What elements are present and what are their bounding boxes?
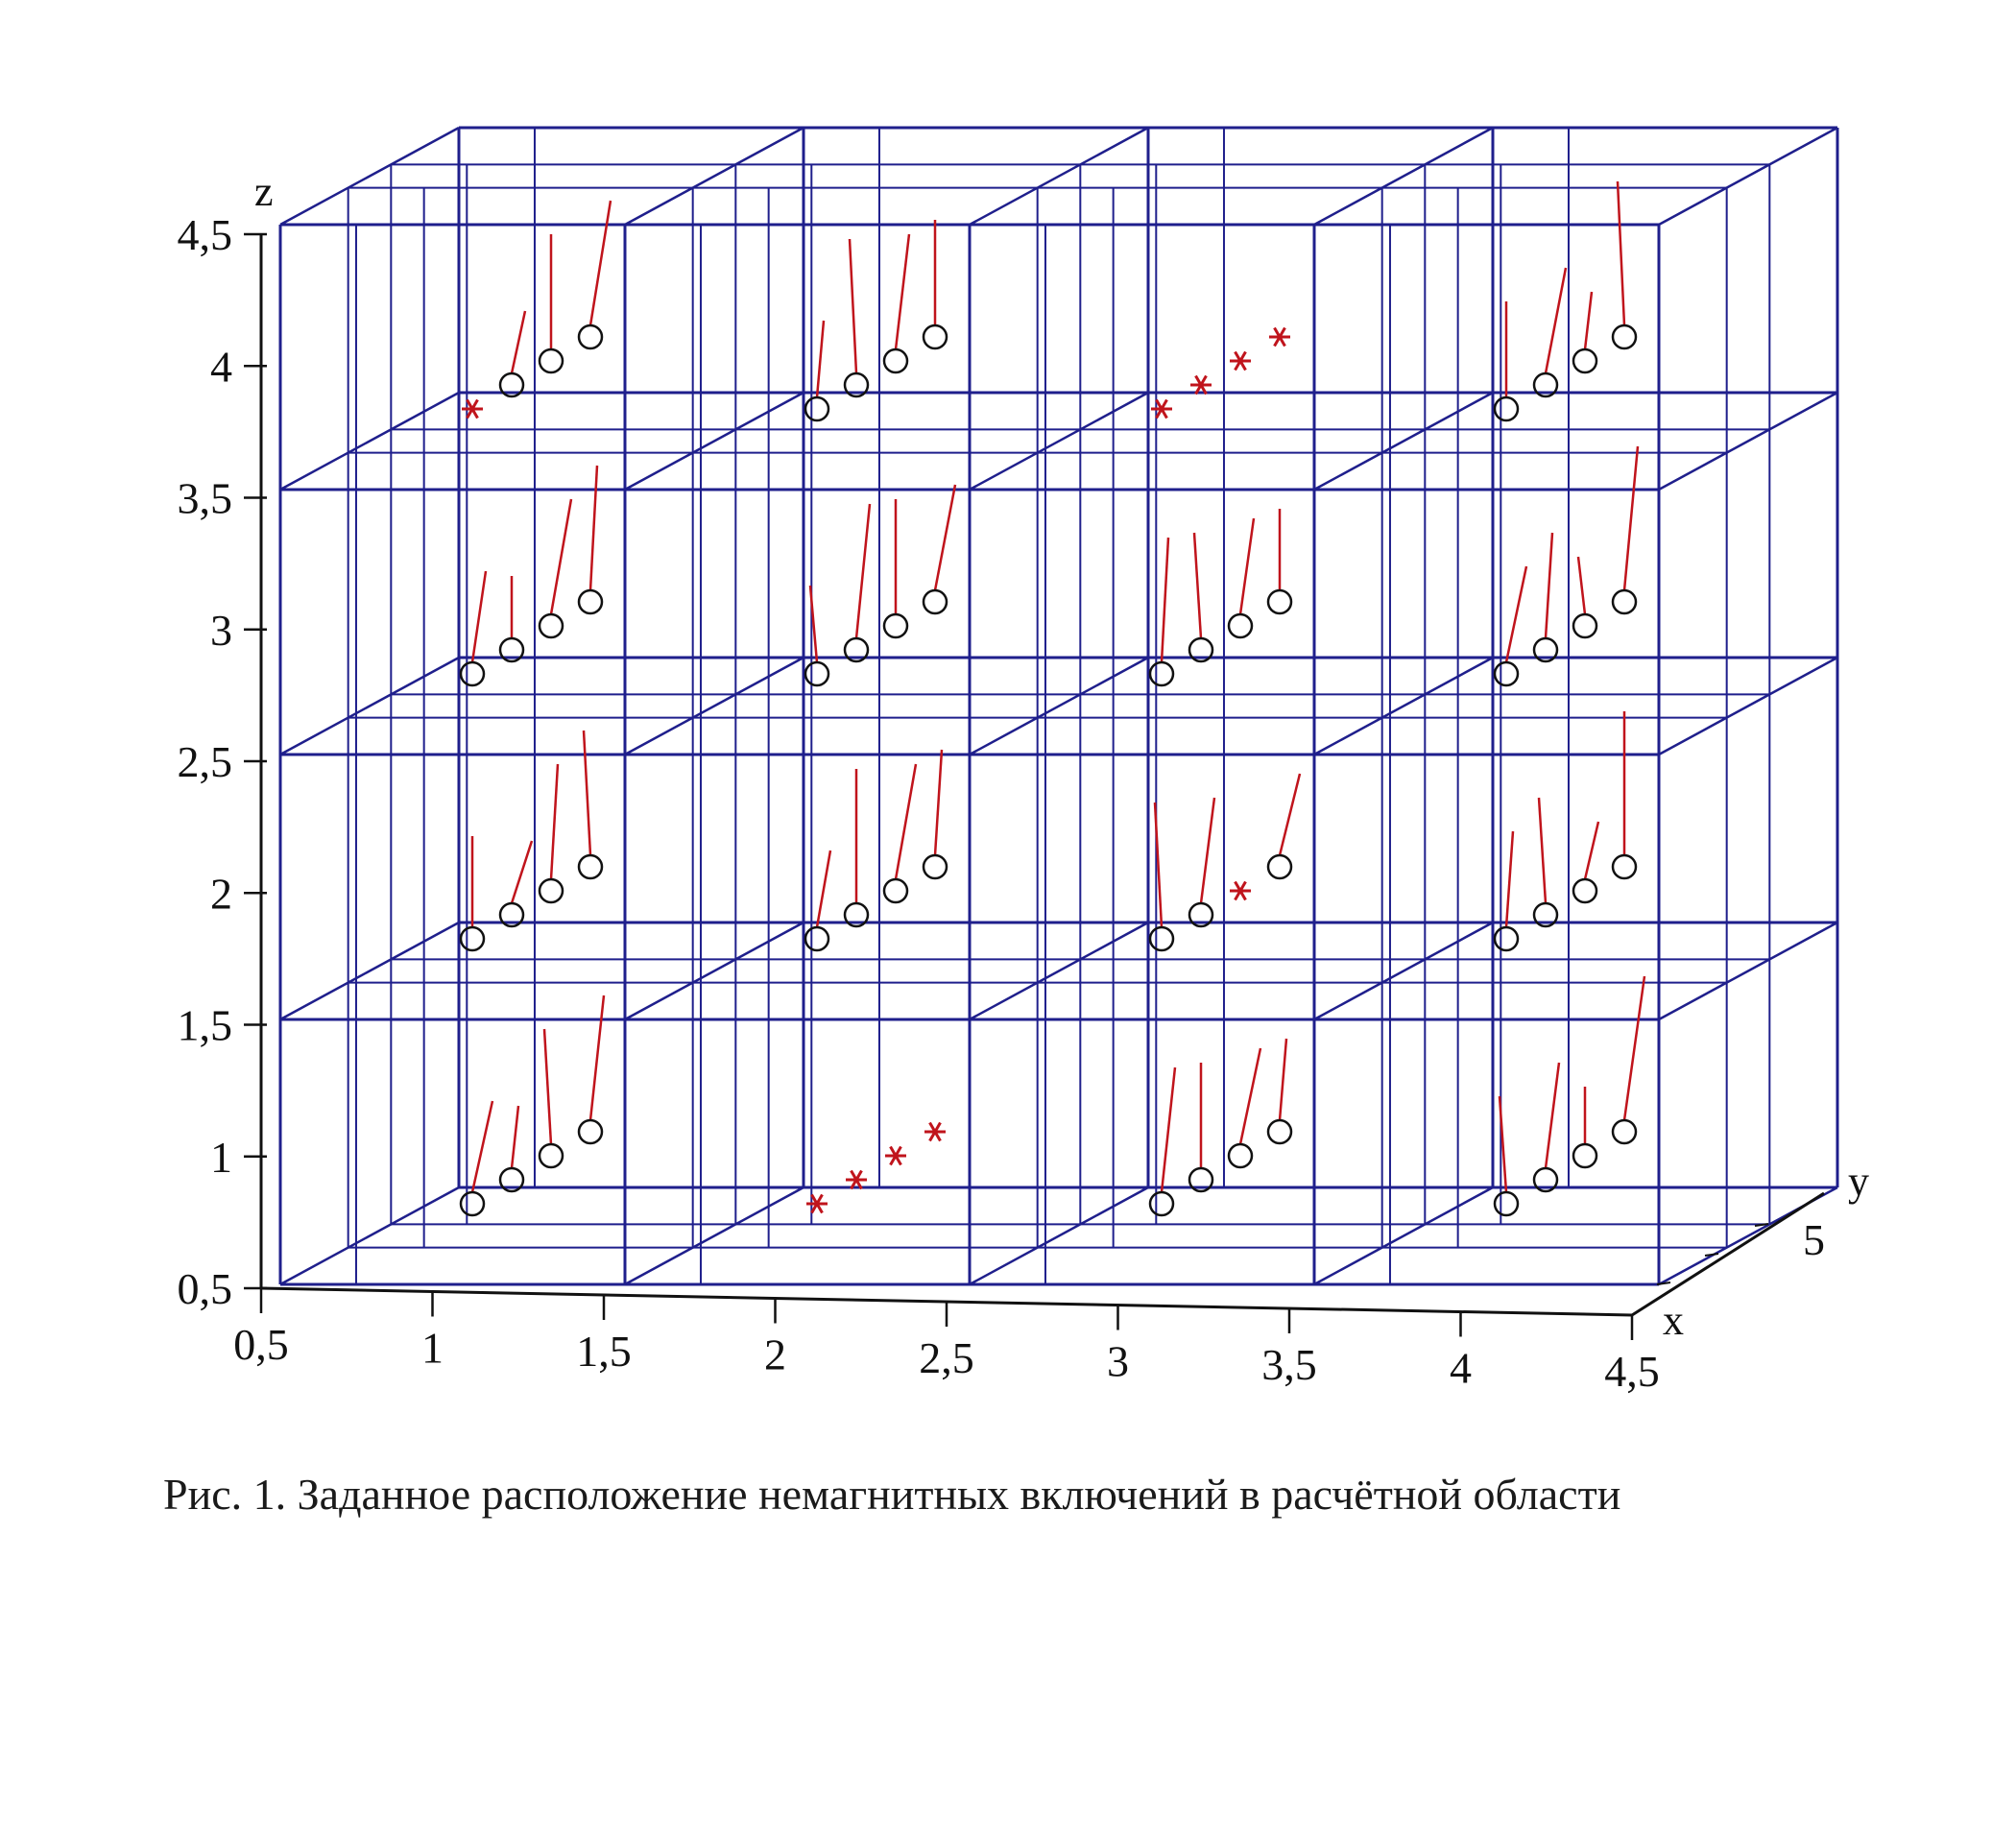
inclusion-line xyxy=(1585,292,1592,349)
z-tick-label: 0,5 xyxy=(177,1264,232,1313)
inclusion-circle xyxy=(884,349,907,372)
inclusion-circle xyxy=(1495,927,1518,950)
inclusion-line xyxy=(1280,774,1300,855)
inclusion-line xyxy=(512,311,525,373)
grid-depth-line xyxy=(1659,128,1837,225)
grid-depth-line xyxy=(280,1187,459,1284)
inclusion-line xyxy=(1240,1048,1260,1144)
grid-depth-line xyxy=(1314,922,1493,1019)
z-tick-label: 2,5 xyxy=(177,737,232,786)
inclusion-circle xyxy=(1613,855,1636,878)
grid-depth-line xyxy=(970,128,1148,225)
inclusion-line xyxy=(1240,518,1254,614)
inclusion-line xyxy=(817,321,824,397)
grid-depth-line xyxy=(1314,658,1493,755)
x-tick-label: 2,5 xyxy=(919,1333,974,1382)
inclusion-circle xyxy=(1495,1192,1518,1215)
inclusions xyxy=(461,181,1644,1215)
inclusion-line xyxy=(1618,181,1624,325)
inclusion-circle xyxy=(461,1192,484,1215)
inclusion-line xyxy=(1624,446,1638,590)
inclusion-circle xyxy=(540,614,563,637)
inclusion-line xyxy=(1546,533,1552,638)
inclusion-circle xyxy=(461,662,484,685)
inclusion-line xyxy=(1162,1067,1175,1192)
inclusion-line xyxy=(1280,1039,1286,1120)
inclusion-circle xyxy=(1150,1192,1173,1215)
grid-depth-line xyxy=(625,393,804,490)
inclusion-line xyxy=(1578,557,1585,614)
inclusion-line xyxy=(1546,1063,1559,1168)
grid-depth-line xyxy=(625,922,804,1019)
grid-depth-line xyxy=(970,1187,1148,1284)
inclusion-line xyxy=(590,995,604,1120)
z-tick-label: 1 xyxy=(210,1132,232,1182)
y-tick-label: 5 xyxy=(1803,1215,1825,1264)
inclusion-line xyxy=(935,485,955,590)
inclusion-line xyxy=(1546,268,1566,373)
inclusion-line xyxy=(584,731,590,855)
inclusion-line xyxy=(1585,822,1598,879)
inclusion-circle xyxy=(1613,590,1636,613)
grid-depth-line xyxy=(280,128,459,225)
inclusion-star xyxy=(1230,351,1251,370)
inclusion-circle xyxy=(1573,614,1596,637)
y-axis-tick xyxy=(1705,1254,1718,1256)
x-tick-label: 0,5 xyxy=(233,1320,289,1369)
inclusion-circle xyxy=(579,1120,602,1143)
z-tick-label: 1,5 xyxy=(177,1000,232,1050)
inclusion-circle xyxy=(579,590,602,613)
grid-depth-line xyxy=(1314,128,1493,225)
inclusion-circle xyxy=(805,397,828,420)
inclusion-line xyxy=(1624,976,1644,1120)
cell-grid xyxy=(280,128,1837,1284)
grid-depth-line xyxy=(1659,393,1837,490)
x-axis-label: x xyxy=(1663,1297,1684,1344)
grid-depth-line xyxy=(1659,658,1837,755)
grid-depth-line xyxy=(625,1187,804,1284)
z-tick-label: 4 xyxy=(210,342,232,392)
inclusion-circle xyxy=(1150,662,1173,685)
grid-depth-line xyxy=(970,658,1148,755)
inclusion-circle xyxy=(579,855,602,878)
inclusion-line xyxy=(850,239,856,373)
inclusion-line xyxy=(896,234,909,349)
inclusion-circle xyxy=(540,879,563,902)
inclusion-circle xyxy=(1268,855,1291,878)
inclusion-circle xyxy=(884,614,907,637)
inclusion-circle xyxy=(1613,1120,1636,1143)
inclusion-star xyxy=(462,399,483,418)
grid-depth-line xyxy=(280,393,459,490)
inclusion-line xyxy=(1201,798,1214,903)
x-tick-label: 4,5 xyxy=(1604,1347,1660,1396)
inclusion-line xyxy=(1506,566,1526,662)
inclusion-circle xyxy=(924,590,947,613)
inclusion-circle xyxy=(540,349,563,372)
inclusion-circle xyxy=(540,1144,563,1167)
inclusion-circle xyxy=(805,662,828,685)
inclusion-line xyxy=(856,504,870,638)
inclusion-line xyxy=(472,571,486,662)
inclusion-line xyxy=(590,466,597,590)
grid-depth-line xyxy=(280,658,459,755)
x-tick-label: 2 xyxy=(764,1330,786,1379)
inclusion-line xyxy=(551,499,571,614)
grid-depth-line xyxy=(970,393,1148,490)
z-axis-label: z xyxy=(254,168,274,215)
inclusion-line xyxy=(551,764,558,879)
inclusion-line xyxy=(1506,831,1513,927)
inclusion-circle xyxy=(805,927,828,950)
inclusion-line xyxy=(590,201,611,325)
inclusion-circle xyxy=(1573,349,1596,372)
z-tick-label: 2 xyxy=(210,869,232,919)
inclusion-line xyxy=(1194,533,1201,638)
inclusion-line xyxy=(817,851,830,927)
inclusion-circle xyxy=(1150,927,1173,950)
inclusion-line xyxy=(1162,538,1168,662)
inclusion-star xyxy=(885,1146,906,1164)
axis-labels xyxy=(178,168,1870,1396)
inclusion-line xyxy=(512,841,532,903)
y-axis-label: y xyxy=(1848,1158,1869,1205)
x-tick-label: 1,5 xyxy=(576,1327,632,1376)
inclusion-circle xyxy=(1268,1120,1291,1143)
inclusion-star xyxy=(1269,327,1290,346)
inclusion-circle xyxy=(1613,325,1636,348)
x-tick-label: 4 xyxy=(1450,1343,1472,1393)
grid-depth-line xyxy=(280,922,459,1019)
z-tick-label: 3,5 xyxy=(177,473,232,523)
y-axis-line xyxy=(1632,1193,1824,1315)
z-tick-label: 4,5 xyxy=(177,210,232,259)
inclusion-circle xyxy=(924,855,947,878)
inclusion-circle xyxy=(1495,397,1518,420)
inclusion-circle xyxy=(1573,879,1596,902)
inclusion-line xyxy=(472,1101,492,1192)
grid-depth-line xyxy=(625,128,804,225)
inclusion-circle xyxy=(1229,614,1252,637)
x-tick-label: 3,5 xyxy=(1261,1340,1317,1389)
inclusion-line xyxy=(935,750,942,855)
axes xyxy=(244,234,1824,1340)
inclusion-circle xyxy=(1268,590,1291,613)
grid-depth-line xyxy=(625,658,804,755)
x-tick-label: 3 xyxy=(1107,1336,1129,1386)
inclusion-line xyxy=(1539,798,1546,903)
grid-depth-line xyxy=(1659,922,1837,1019)
grid-depth-line xyxy=(1314,393,1493,490)
inclusion-star xyxy=(924,1122,946,1140)
inclusion-circle xyxy=(461,927,484,950)
x-tick-label: 1 xyxy=(421,1323,444,1373)
inclusion-line xyxy=(896,764,916,879)
inclusion-star xyxy=(1151,399,1172,418)
inclusion-circle xyxy=(579,325,602,348)
inclusion-star xyxy=(806,1194,828,1212)
inclusion-circle xyxy=(1495,662,1518,685)
inclusion-circle xyxy=(1573,1144,1596,1167)
inclusion-circle xyxy=(1229,1144,1252,1167)
inclusion-star xyxy=(1230,881,1251,899)
inclusion-circle xyxy=(884,879,907,902)
z-tick-label: 3 xyxy=(210,605,232,655)
inclusion-line xyxy=(544,1029,551,1144)
inclusion-circle xyxy=(924,325,947,348)
grid-depth-line xyxy=(1314,1187,1493,1284)
inclusion-line xyxy=(512,1106,518,1168)
grid-depth-line xyxy=(970,922,1148,1019)
figure-caption: Рис. 1. Заданное расположение немагнитных включений в расчётной области xyxy=(163,1470,1621,1519)
